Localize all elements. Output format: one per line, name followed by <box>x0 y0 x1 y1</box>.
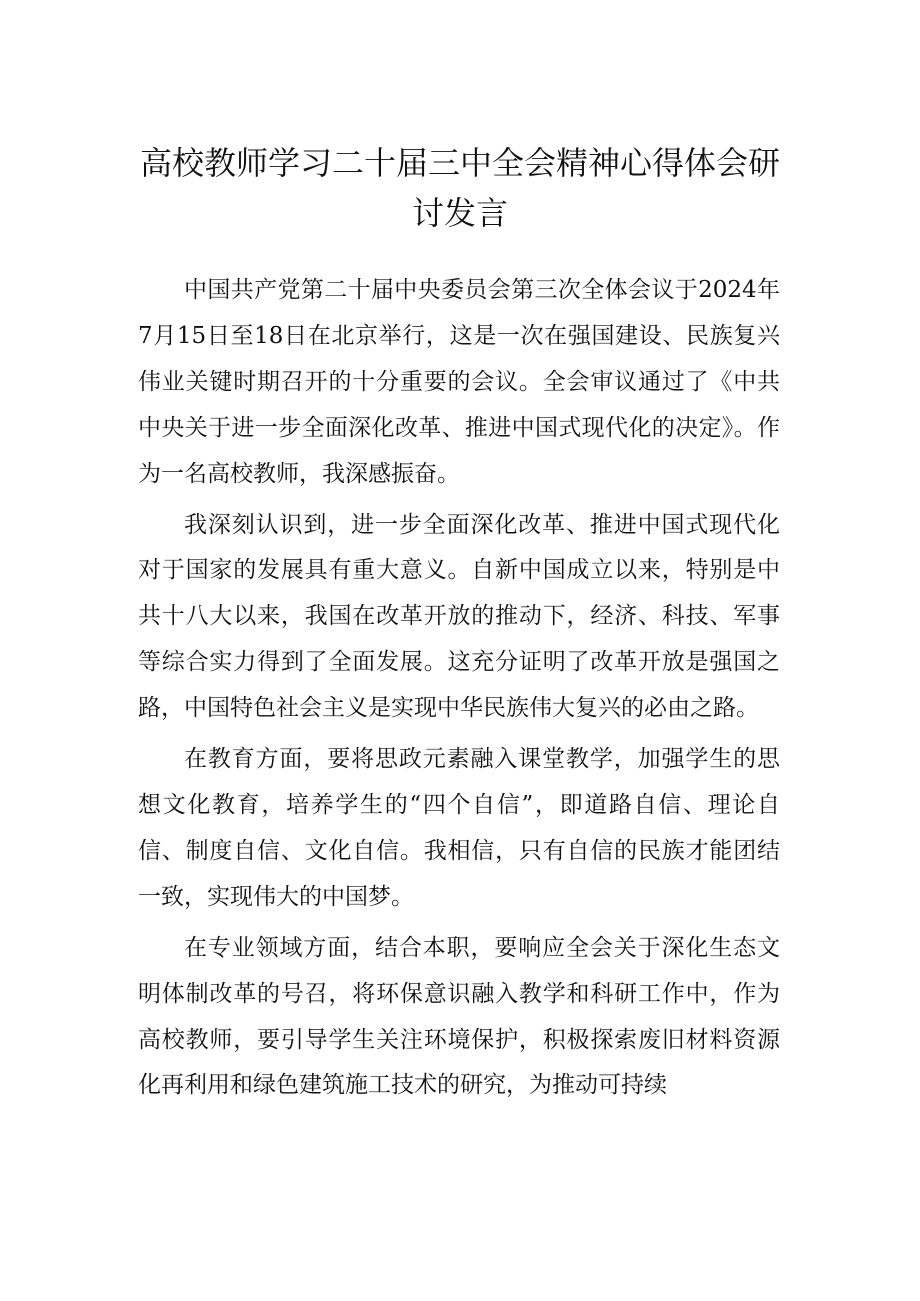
paragraph-4: 在专业领域方面，结合本职，要响应全会关于深化生态文明体制改革的号召，将环保意识融入教学和科研工作中，作为高校教师，要引导学生关注环境保护，积极探索废旧材料资源化再利用和绿色建筑施工技术的研究，为推动可持续 <box>138 934 780 1099</box>
paragraph-3: 在教育方面，要将思政元素融入课堂教学，加强学生的思想文化教育，培养学生的“四个自信”，即道路自信、理论自信、制度自信、文化自信。我相信，只有自信的民族才能团结一致，实现伟大的中国梦。 <box>138 746 780 910</box>
document-body <box>138 268 780 1109</box>
paragraph-2: 我深刻认识到，进一步全面深化改革、推进中国式现代化对于国家的发展具有重大意义。自新中国成立以来，特别是中共十八大以来，我国在改革开放的推动下，经济、科技、军事等综合实力得到了全面发展。这充分证明了改革开放是强国之路，中国特色社会主义是实现中华民族伟大复兴的必由之路。 <box>138 511 780 722</box>
paragraph-1: 中国共产党第二十届中央委员会第三次全体会议于2024年7月15日至18日在北京举行，这是一次在强国建设、民族复兴伟业关键时期召开的十分重要的会议。全会审议通过了《中共中央关于进一步全面深化改革、推进中国式现代化的决定》。作为一名高校教师，我深感振奋。 <box>138 277 780 487</box>
document-title: 高校教师学习二十届三中全会精神心得体会研讨发言 <box>140 144 781 232</box>
